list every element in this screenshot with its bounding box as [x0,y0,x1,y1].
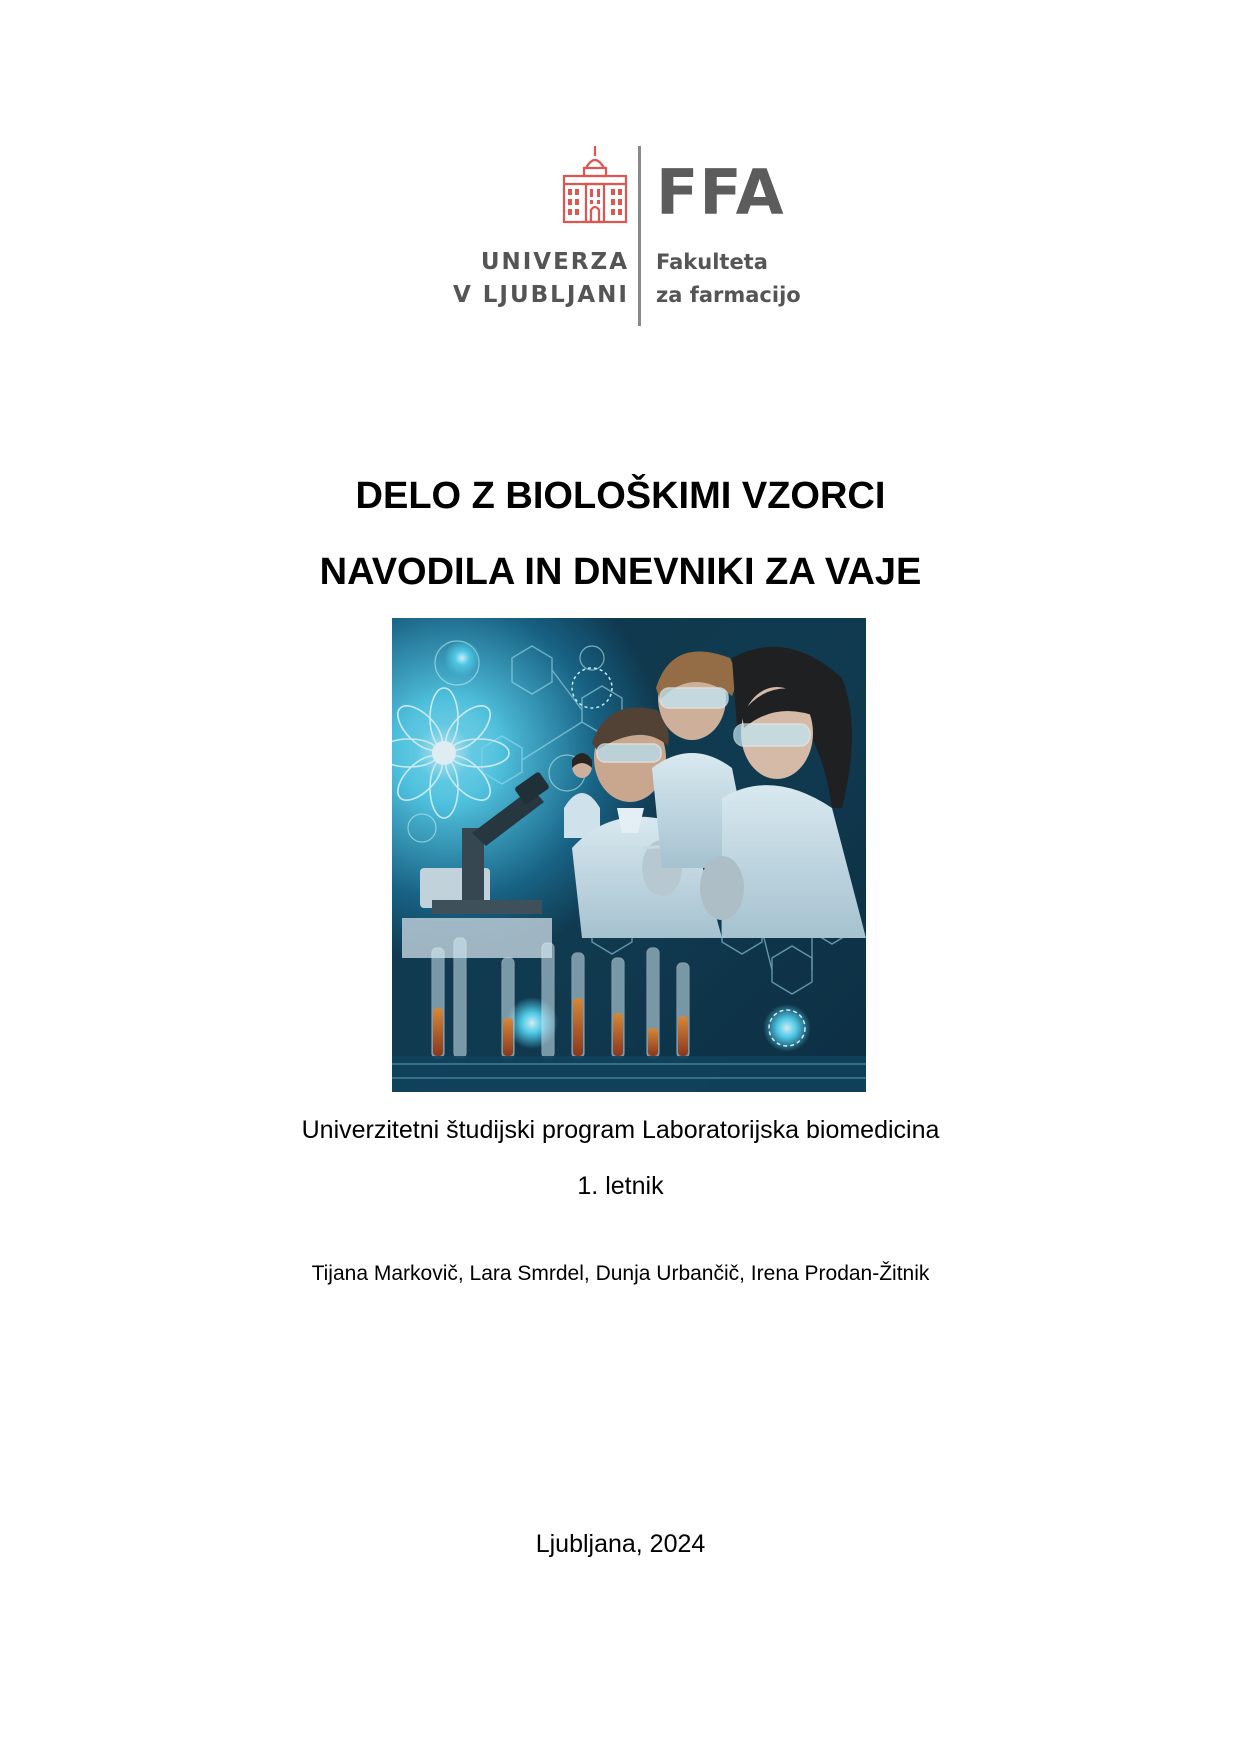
document-subtitle: NAVODILA IN DNEVNIKI ZA VAJE [319,551,922,593]
authors: Tijana Markovič, Lara Smrdel, Dunja Urbančič, Irena Prodan-Žitnik [311,1262,930,1285]
place-and-date: Ljubljana, 2024 [535,1530,706,1558]
faculty-logo [452,140,805,330]
study-program: Univerzitetni študijski program Laboratorijska biomedicina [301,1116,940,1144]
document-title: DELO Z BIOLOŠKIMI VZORCI [355,475,886,517]
faculty-name [656,246,801,312]
university-name-line1: UNIVERZA [480,249,629,275]
university-name [453,246,629,312]
logo-divider [638,146,641,326]
university-building-icon [562,146,628,224]
cover-illustration [392,618,866,1092]
faculty-abbreviation: FFA [656,156,785,229]
faculty-name-line2: za farmacijo [656,283,801,307]
university-name-line2: V LJUBLJANI [452,282,629,308]
study-year: 1. letnik [577,1172,664,1200]
faculty-name-line1: Fakulteta [656,250,768,274]
lab-scientists-image [392,618,866,1092]
